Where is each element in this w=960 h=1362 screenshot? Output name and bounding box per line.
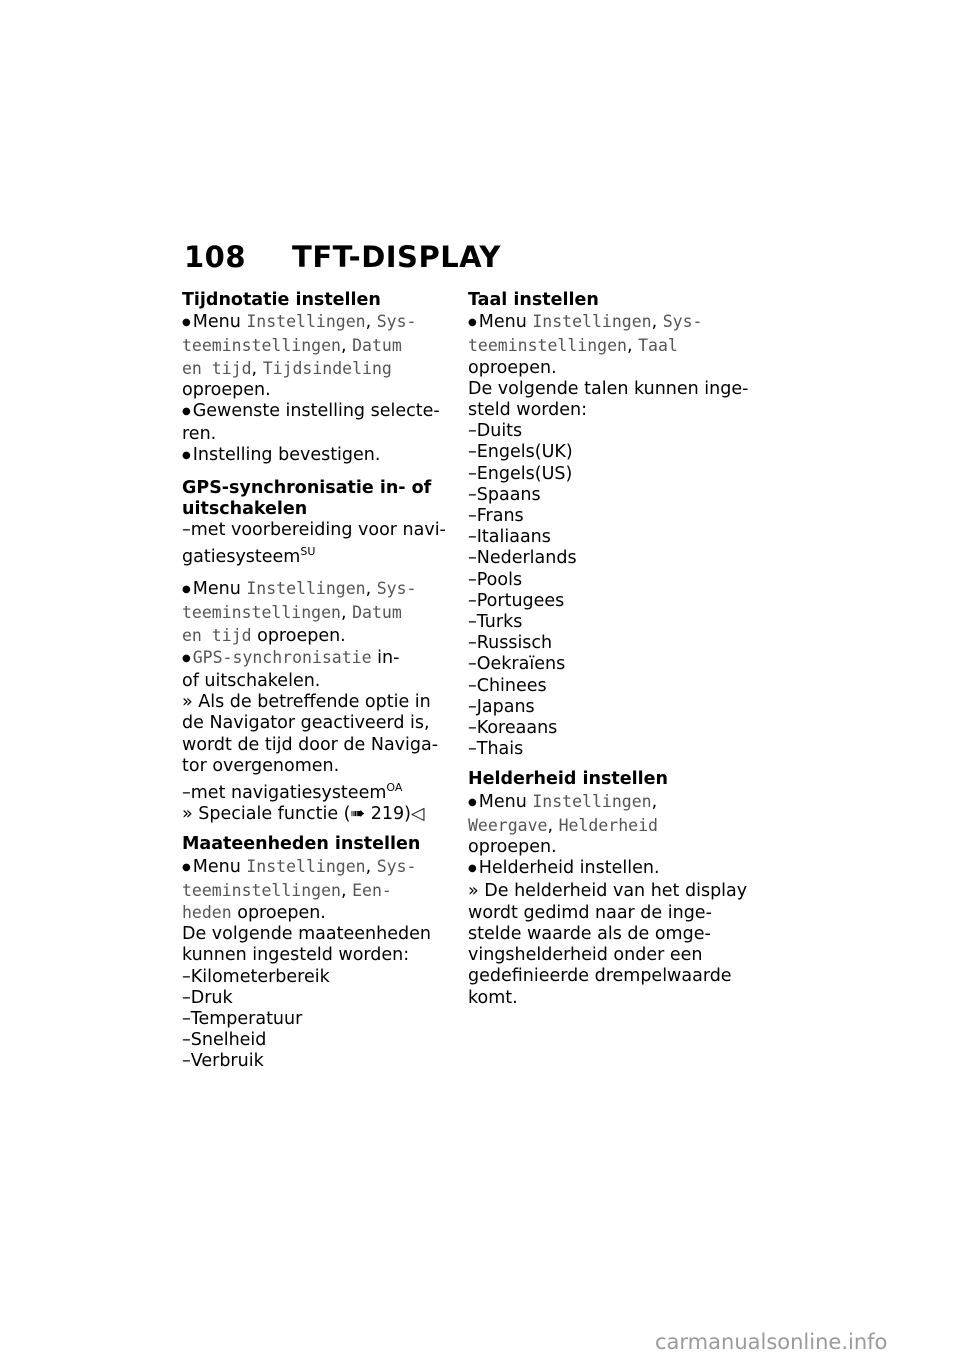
paragraph-line: De volgende talen kunnen inge- xyxy=(468,378,749,399)
bullet-item-cont: Weergave, Helderheid xyxy=(468,815,658,836)
bullet-item-cont: en tijd oproepen. xyxy=(182,625,346,646)
bullet-item: ● Menu Instellingen, Sys- xyxy=(182,311,457,335)
result-item-cont: stelde waarde als de omge- xyxy=(468,923,711,944)
list-item: – Verbruik xyxy=(182,1051,457,1072)
bullet-item-cont: en tijd, Tijdsindeling xyxy=(182,358,392,379)
bullet-item-cont: oproepen. xyxy=(468,357,557,378)
bullet-item-cont: teeminstellingen, Datum xyxy=(182,336,402,357)
language-item: – Portugees xyxy=(468,591,758,612)
bullet-item: ● Menu Instellingen, xyxy=(468,791,758,815)
language-item: – Frans xyxy=(468,506,758,527)
bullet-item: ● Menu Instellingen, Sys- xyxy=(468,311,758,335)
result-item-cont: de Navigator geactiveerd is, xyxy=(182,713,430,734)
bullet-item: ● Menu Instellingen, Sys- xyxy=(182,578,457,602)
language-item: – Pools xyxy=(468,570,758,591)
language-item: – Engels(US) xyxy=(468,464,758,485)
language-item: – Japans xyxy=(468,697,758,718)
language-item: – Duits xyxy=(468,421,758,442)
list-item: – Kilometerbereik xyxy=(182,967,457,988)
bullet-item: ● Gewenste instelling selecte- xyxy=(182,401,457,424)
bullet-item: ● Helderheid instellen. xyxy=(468,858,758,881)
page-number: 108 xyxy=(184,240,247,274)
language-item: – Chinees xyxy=(468,676,758,697)
language-item: – Turks xyxy=(468,612,758,633)
paragraph-line: De volgende maateenheden xyxy=(182,924,431,945)
right-column xyxy=(468,290,758,1009)
result-item-cont: tor overgenomen. xyxy=(182,755,340,776)
result-item-cont: komt. xyxy=(468,987,518,1008)
bullet-item-cont: oproepen. xyxy=(468,837,557,858)
language-item: – Oekraïens xyxy=(468,654,758,675)
watermark: carmanualsonline.info xyxy=(655,1330,888,1354)
result-item: » Als de betreffende optie in xyxy=(182,692,431,713)
list-item: – Temperatuur xyxy=(182,1009,457,1030)
dash-item-cont: gatiesysteem$^{SU}$ xyxy=(182,545,316,568)
section-heading-language: Taal instellen xyxy=(468,290,599,310)
bullet-item-cont: ren. xyxy=(182,424,217,445)
language-item: – Koreaans xyxy=(468,718,758,739)
language-item: – Italiaans xyxy=(468,527,758,548)
result-item-cont: wordt de tijd door de Naviga- xyxy=(182,734,439,755)
result-item-cont: wordt gedimd naar de inge- xyxy=(468,902,712,923)
section-heading-brightness: Helderheid instellen xyxy=(468,769,668,790)
bullet-item: ● GPS-synchronisatie in- xyxy=(182,647,457,671)
bullet-item: ● Menu Instellingen, Sys- xyxy=(182,856,457,880)
dash-item: – met navigatiesysteem$^{OA}$ xyxy=(182,777,457,804)
page-header xyxy=(184,240,501,274)
paragraph-line: kunnen ingesteld worden: xyxy=(182,945,410,966)
section-heading-time-format: Tijdnotatie instellen xyxy=(182,290,381,310)
language-item: – Spaans xyxy=(468,485,758,506)
bullet-item-cont: oproepen. xyxy=(182,379,271,400)
bullet-item-cont: teeminstellingen, Datum xyxy=(182,603,402,624)
result-item: » De helderheid van het display xyxy=(468,881,748,902)
section-heading-gps: GPS-synchronisatie in- of uitschakelen xyxy=(182,477,432,519)
list-item: – Snelheid xyxy=(182,1030,457,1051)
language-item: – Engels(UK) xyxy=(468,442,758,463)
bullet-item: ● Instelling bevestigen. xyxy=(182,445,457,468)
left-column xyxy=(182,290,457,1073)
language-item: – Russisch xyxy=(468,633,758,654)
result-item: » Speciale functie (➠ 219)◁ xyxy=(182,804,425,825)
language-item: – Thais xyxy=(468,739,758,760)
bullet-item-cont: of uitschakelen. xyxy=(182,671,321,692)
dash-item: – met voorbereiding voor navi- xyxy=(182,520,457,541)
page-title: TFT-DISPLAY xyxy=(292,240,501,274)
list-item: – Druk xyxy=(182,988,457,1009)
bullet-item-cont: heden oproepen. xyxy=(182,902,326,923)
result-item-cont: gedefinieerde drempelwaarde xyxy=(468,966,732,987)
language-item: – Nederlands xyxy=(468,548,758,569)
bullet-item-cont: teeminstellingen, Een- xyxy=(182,880,392,901)
section-heading-units: Maateenheden instellen xyxy=(182,834,421,855)
paragraph-line: steld worden: xyxy=(468,400,588,421)
result-item-cont: vingshelderheid onder een xyxy=(468,945,703,966)
bullet-item-cont: teeminstellingen, Taal xyxy=(468,336,678,357)
